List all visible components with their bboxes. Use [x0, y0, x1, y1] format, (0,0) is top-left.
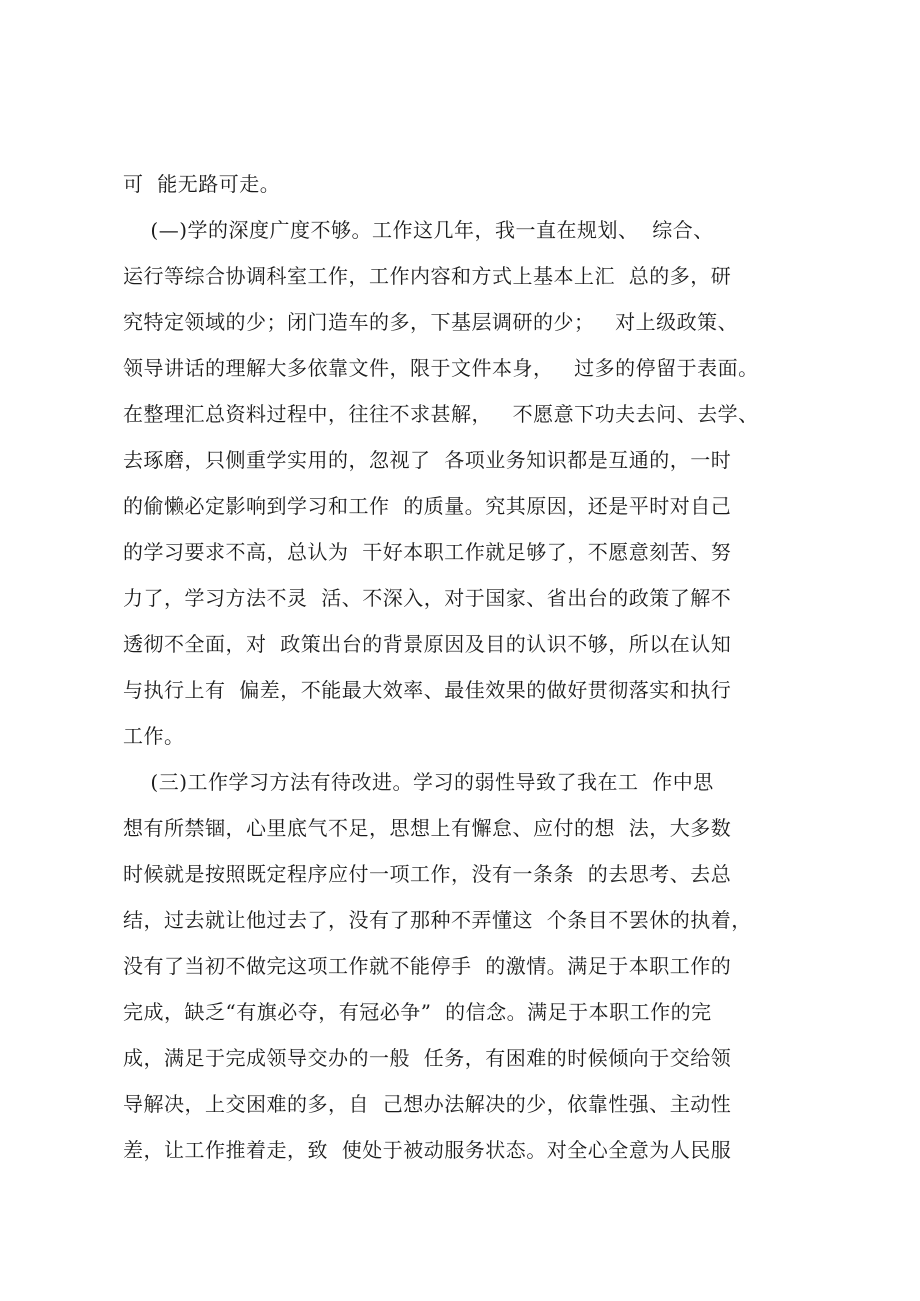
text-line: 结，过去就让他过去了，没有了那种不弄懂这 个条目不罢休的执着，: [123, 908, 752, 932]
text-line: 差，让工作推着走，致 使处于被动服务状态。对全心全意为人民服: [123, 1138, 732, 1162]
text-line: 透彻不全面，对 政策出台的背景原因及目的认识不够，所以在认知: [123, 632, 732, 656]
text-line: 的偷懒必定影响到学习和工作 的质量。究其原因，还是平时对自己: [123, 494, 732, 518]
text-line: 时候就是按照既定程序应付一项工作，没有一条条 的去思考、去总: [123, 862, 732, 886]
text-line: 领导讲话的理解大多依靠文件，限于文件本身， 过多的停留于表面。: [123, 356, 759, 380]
text-line: (—)学的深度广度不够。工作这几年，我一直在规划、 综合、: [123, 218, 714, 242]
text-line: 的学习要求不高，总认为 干好本职工作就足够了，不愿意刻苦、努: [123, 540, 732, 564]
text-line: 力了，学习方法不灵 活、不深入，对于国家、省出台的政策了解不: [123, 586, 732, 610]
text-line: (三)工作学习方法有待改进。学习的弱性导致了我在工 作中思: [123, 770, 714, 794]
text-line: 没有了当初不做完这项工作就不能停手 的激情。满足于本职工作的: [123, 954, 732, 978]
text-line: 运行等综合协调科室工作，工作内容和方式上基本上汇 总的多，研: [123, 264, 732, 288]
text-line: 成，满足于完成领导交办的一般 任务，有困难的时候倾向于交给领: [123, 1046, 732, 1070]
text-line: 想有所禁锢，心里底气不足，思想上有懈怠、应付的想 法，大多数: [123, 816, 732, 840]
text-line: 可 能无路可走。: [123, 172, 281, 196]
text-line: 去琢磨，只侧重学实用的，忽视了 各项业务知识都是互通的，一时: [123, 448, 732, 472]
text-line: 工作。: [123, 724, 185, 748]
text-line: 导解决，上交困难的多，自 己想办法解决的少，依靠性强、主动性: [123, 1092, 732, 1116]
text-line: 完成，缺乏“有旗必夺，有冠必争” 的信念。满足于本职工作的完: [123, 1000, 712, 1024]
text-line: 究特定领域的少；闭门造车的多，下基层调研的少； 对上级政策、: [123, 310, 739, 334]
text-line: 与执行上有 偏差，不能最大效率、最佳效果的做好贯彻落实和执行: [123, 678, 732, 702]
text-line: 在整理汇总资料过程中，往往不求甚解， 不愿意下功夫去问、去学、: [123, 402, 759, 426]
